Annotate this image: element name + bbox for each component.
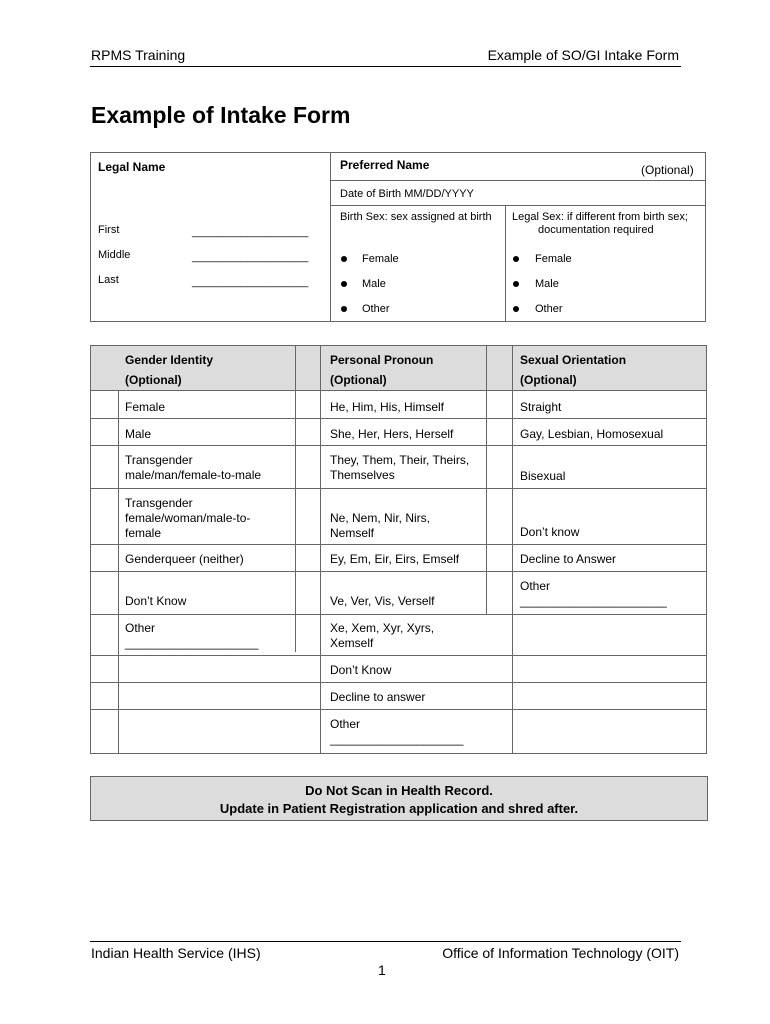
orientation-bisexual-label: Bisexual bbox=[520, 469, 566, 483]
notice-line-1: Do Not Scan in Health Record. bbox=[305, 783, 493, 798]
footer-left: Indian Health Service (IHS) bbox=[91, 945, 261, 961]
gender-genderqueer-label: Genderqueer (neither) bbox=[125, 552, 244, 566]
gender-other-field[interactable]: ____________________ bbox=[125, 636, 259, 650]
first-name-label: First bbox=[98, 224, 120, 236]
divider bbox=[512, 346, 513, 753]
checkbox-orientation-gay[interactable] bbox=[487, 419, 512, 445]
gender-trans-male-label bbox=[125, 453, 261, 483]
gender-trans-female-label bbox=[125, 496, 250, 541]
middle-name-field[interactable]: ___________________ bbox=[192, 251, 309, 263]
pronoun-they-label bbox=[330, 453, 469, 483]
checkbox-pronoun-they[interactable] bbox=[296, 446, 320, 488]
option-label: Female bbox=[535, 253, 572, 265]
pronoun-other-field[interactable]: ____________________ bbox=[330, 732, 464, 746]
checkbox-gender-other[interactable] bbox=[92, 615, 118, 655]
checkbox-pronoun-ne[interactable] bbox=[296, 489, 320, 544]
pronoun-ve-label: Ve, Ver, Vis, Verself bbox=[330, 594, 435, 608]
checkbox-orientation-dont-know[interactable] bbox=[487, 489, 512, 544]
label-line: Ne, Nem, Nir, Nirs, bbox=[330, 511, 431, 525]
divider bbox=[91, 614, 706, 615]
label-line: Themselves bbox=[330, 468, 395, 482]
header-right: Example of SO/GI Intake Form bbox=[487, 47, 679, 63]
pronoun-she-label: She, Her, Hers, Herself bbox=[330, 427, 454, 441]
notice-line-2: Update in Patient Registration application and shred after. bbox=[219, 801, 579, 816]
checkbox-pronoun-ey[interactable] bbox=[296, 545, 320, 571]
divider bbox=[91, 709, 706, 710]
last-name-field[interactable]: ___________________ bbox=[192, 276, 309, 288]
bullet-icon bbox=[341, 306, 347, 312]
pronoun-xe-label bbox=[330, 621, 434, 651]
preferred-name-label: Preferred Name bbox=[340, 158, 430, 172]
orientation-other-field[interactable]: ______________________ bbox=[520, 594, 667, 608]
bullet-icon bbox=[513, 306, 519, 312]
gender-female-label: Female bbox=[125, 400, 166, 414]
divider bbox=[91, 445, 706, 446]
divider bbox=[91, 655, 706, 656]
label-line: They, Them, Their, Theirs, bbox=[330, 453, 470, 467]
option-label: Male bbox=[535, 278, 559, 290]
pronoun-header: Personal Pronoun bbox=[330, 353, 434, 367]
checkbox-orientation-straight[interactable] bbox=[487, 391, 512, 418]
label-line: female bbox=[125, 526, 162, 540]
divider bbox=[91, 544, 706, 545]
divider bbox=[330, 205, 705, 206]
orientation-optional: (Optional) bbox=[520, 373, 577, 387]
checkbox-orientation-bisexual[interactable] bbox=[487, 446, 512, 488]
preferred-optional-label: (Optional) bbox=[641, 163, 694, 177]
orientation-straight-label: Straight bbox=[520, 400, 562, 414]
legal-name-label: Legal Name bbox=[98, 160, 166, 174]
bullet-icon bbox=[513, 281, 519, 287]
bullet-icon bbox=[341, 281, 347, 287]
checkbox-gender-trans-male[interactable] bbox=[92, 446, 118, 488]
bullet-icon bbox=[341, 256, 347, 262]
divider bbox=[505, 205, 506, 321]
label-line: Transgender bbox=[125, 453, 193, 467]
page-number: 1 bbox=[378, 962, 386, 978]
orientation-other-label bbox=[520, 579, 667, 609]
divider bbox=[330, 153, 331, 321]
label-line: Xe, Xem, Xyr, Xyrs, bbox=[330, 621, 435, 635]
checkbox-orientation-other[interactable] bbox=[487, 572, 512, 614]
checkbox-pronoun-she[interactable] bbox=[296, 419, 320, 445]
birth-sex-label: Birth Sex: sex assigned at birth bbox=[340, 211, 492, 223]
orientation-decline-label: Decline to Answer bbox=[520, 552, 617, 566]
orientation-gay-label: Gay, Lesbian, Homosexual bbox=[520, 427, 664, 441]
label-line: female/woman/male-to- bbox=[125, 511, 251, 525]
gender-male-label: Male bbox=[125, 427, 152, 441]
dob-label[interactable]: Date of Birth MM/DD/YYYY bbox=[340, 188, 474, 200]
label-line: Nemself bbox=[330, 526, 375, 540]
checkbox-gender-dont-know[interactable] bbox=[92, 572, 118, 614]
checkbox-pronoun-xe[interactable] bbox=[296, 615, 320, 655]
option-label: Other bbox=[362, 303, 390, 315]
footer-rule bbox=[90, 941, 681, 942]
gender-identity-header: Gender Identity bbox=[125, 353, 214, 367]
name-section-box bbox=[90, 152, 706, 322]
option-label: Other bbox=[535, 303, 563, 315]
checkbox-pronoun-ve[interactable] bbox=[296, 572, 320, 614]
header-rule bbox=[90, 66, 681, 67]
checkbox-pronoun-he[interactable] bbox=[296, 391, 320, 418]
label-line: Other bbox=[520, 579, 551, 593]
middle-name-label: Middle bbox=[98, 249, 131, 261]
pronoun-ne-label bbox=[330, 511, 430, 541]
divider bbox=[330, 180, 705, 181]
legal-sex-label: Legal Sex: if different from birth sex; bbox=[512, 211, 688, 223]
divider bbox=[91, 390, 706, 391]
legal-sex-label-note: documentation required bbox=[538, 224, 654, 236]
bullet-icon bbox=[513, 256, 519, 262]
notice-box bbox=[90, 776, 708, 821]
option-label: Male bbox=[362, 278, 386, 290]
page-title: Example of Intake Form bbox=[91, 102, 351, 128]
header-left: RPMS Training bbox=[91, 47, 186, 63]
pronoun-ey-label: Ey, Em, Eir, Eirs, Emself bbox=[330, 552, 460, 566]
divider bbox=[320, 346, 321, 753]
first-name-field[interactable]: ___________________ bbox=[192, 226, 309, 238]
gender-other-label bbox=[125, 621, 258, 651]
divider bbox=[91, 682, 706, 683]
divider bbox=[91, 571, 706, 572]
last-name-label: Last bbox=[98, 274, 119, 286]
checkbox-gender-male[interactable] bbox=[92, 419, 118, 445]
gender-identity-optional: (Optional) bbox=[125, 373, 182, 387]
checkbox-gender-trans-female[interactable] bbox=[92, 489, 118, 544]
pronoun-decline-label: Decline to answer bbox=[330, 690, 426, 704]
pronoun-optional: (Optional) bbox=[330, 373, 387, 387]
option-label: Female bbox=[362, 253, 399, 265]
checkbox-orientation-decline[interactable] bbox=[487, 545, 512, 571]
pronoun-other-label bbox=[330, 717, 463, 747]
divider bbox=[91, 488, 706, 489]
label-line: Other bbox=[125, 621, 156, 635]
orientation-dont-know-label: Don’t know bbox=[520, 525, 580, 539]
orientation-header: Sexual Orientation bbox=[520, 353, 627, 367]
pronoun-dont-know-label: Don’t Know bbox=[330, 663, 392, 677]
footer-right: Office of Information Technology (OIT) bbox=[442, 945, 679, 961]
label-line: Transgender bbox=[125, 496, 193, 510]
label-line: Other bbox=[330, 717, 361, 731]
gender-dont-know-label: Don’t Know bbox=[125, 594, 187, 608]
checkbox-gender-genderqueer[interactable] bbox=[92, 545, 118, 571]
checkbox-gender-female[interactable] bbox=[92, 391, 118, 418]
pronoun-he-label: He, Him, His, Himself bbox=[330, 400, 445, 414]
label-line: Xemself bbox=[330, 636, 374, 650]
label-line: male/man/female-to-male bbox=[125, 468, 262, 482]
divider bbox=[91, 418, 706, 419]
